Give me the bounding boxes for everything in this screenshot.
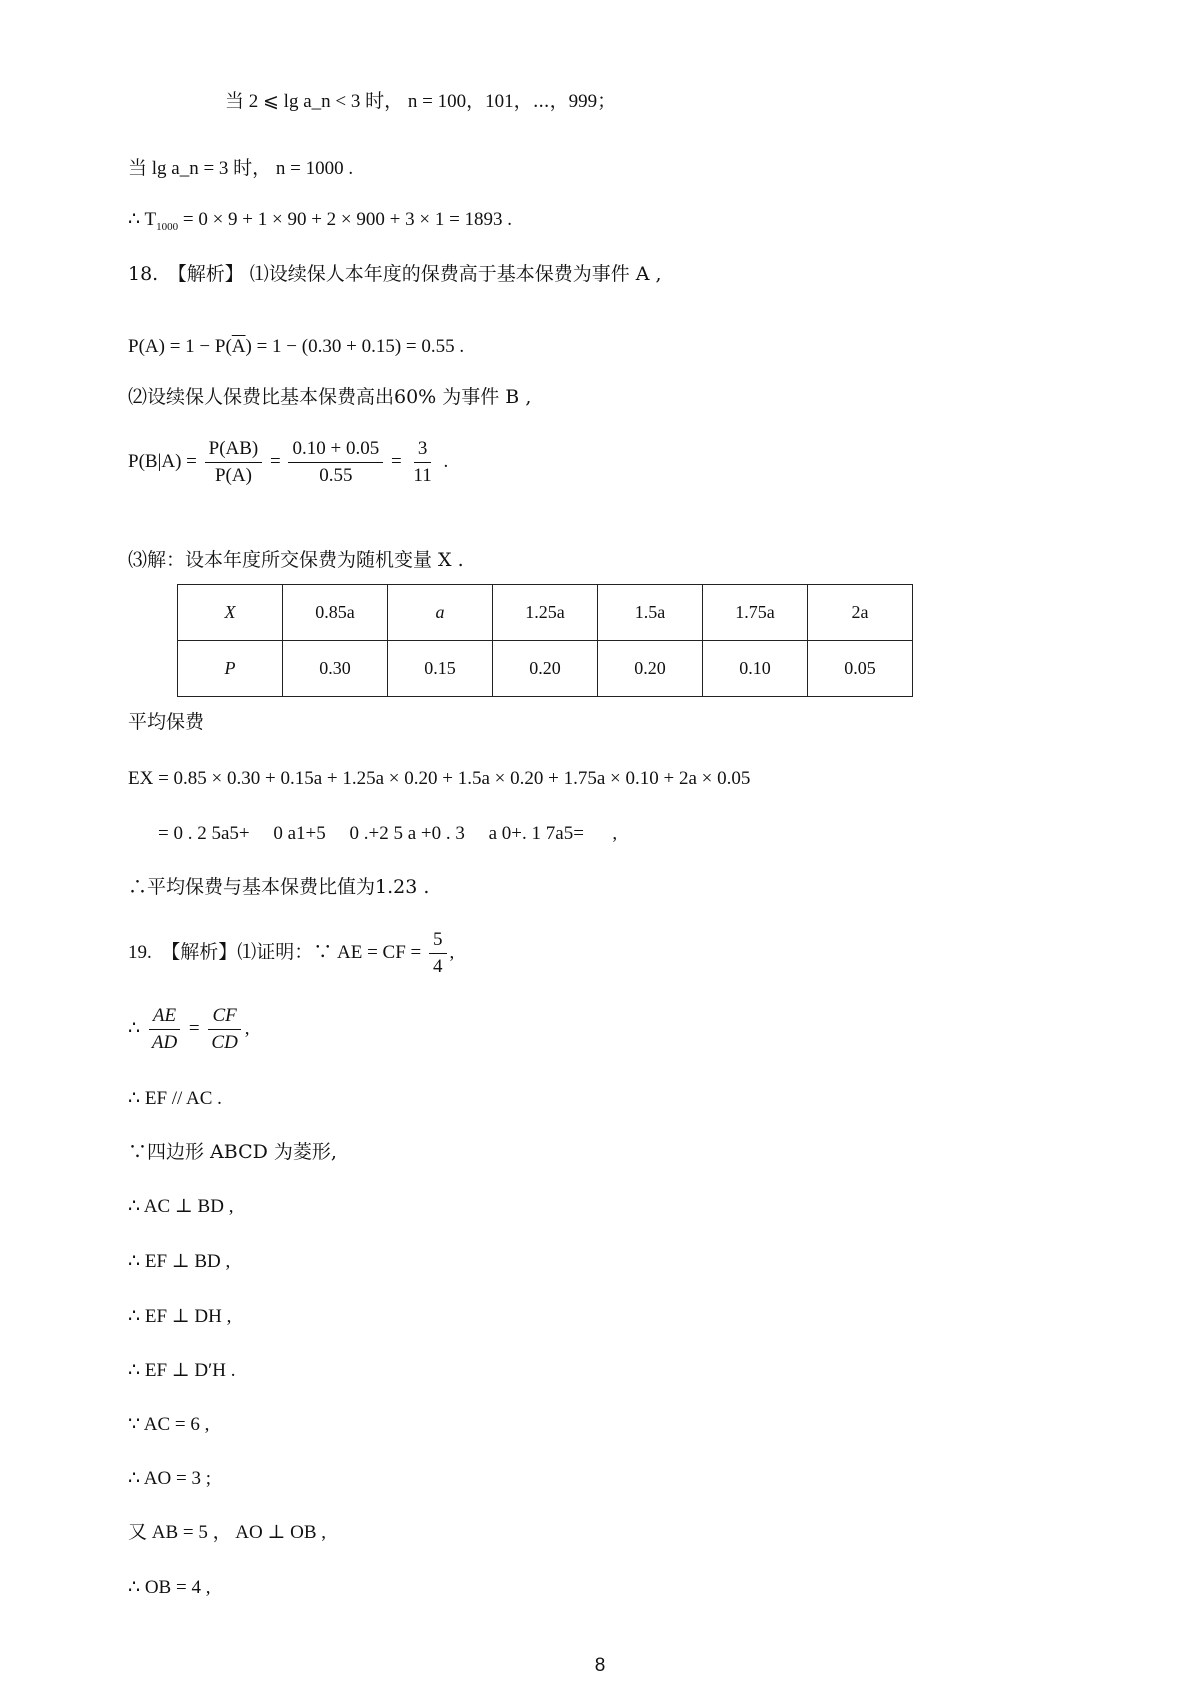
- cond-prob-lhs: P(B|A) =: [128, 451, 197, 472]
- text-line-AO-equals-3: ∴ AO = 3 ;: [128, 1468, 211, 1489]
- table-cell: 0.10: [703, 641, 808, 697]
- fraction-PAB-over-PA: [205, 437, 263, 488]
- table-cell: 0.85a: [283, 585, 388, 641]
- text-line-EX: EX = 0.85 × 0.30 + 0.15a + 1.25a × 0.20 + 1.5a × 0.20 + 1.75a × 0.10 + 2a × 0.05: [128, 768, 751, 789]
- fraction-numerator: AE: [149, 1004, 180, 1030]
- fraction-denominator: P(A): [214, 465, 252, 487]
- text-line-ratio: ∴平均保费与基本保费比值为1.23 .: [128, 876, 430, 898]
- fraction-numerator: P(AB): [205, 437, 263, 463]
- text-line-ratio-AE-AD: [128, 1003, 250, 1055]
- text-line-AB-equals-5: 又 AB = 5 ， AO ⊥ OB ,: [128, 1522, 327, 1543]
- distribution-table: [177, 584, 913, 697]
- table-cell: 1.75a: [703, 585, 808, 641]
- text-line-AC-perp-BD: ∴ AC ⊥ BD ,: [128, 1196, 234, 1217]
- T1000-rest: = 0 × 9 + 1 × 90 + 2 × 900 + 3 × 1 = 1893 .: [178, 209, 513, 230]
- text-line-lg-range: 当 2 ⩽ lg a_n < 3 时， n = 100，101，⋯，999；: [225, 91, 617, 112]
- fraction-numerator: 5: [429, 928, 447, 954]
- fraction-5-over-4: [429, 928, 447, 979]
- table-cell: 0.30: [283, 641, 388, 697]
- table-cell: 1.5a: [598, 585, 703, 641]
- text-line-AC-equals-6: ∵ AC = 6 ,: [128, 1414, 210, 1435]
- ratio-end: ,: [244, 1018, 250, 1039]
- fraction-denominator: 0.55: [319, 465, 353, 487]
- problem-18-heading: 18. 【解析】 ⑴设续保人本年度的保费高于基本保费为事件 A ,: [128, 263, 662, 285]
- fraction-numerator: 0.10 + 0.05: [288, 437, 383, 463]
- PA-part2: ) = 1 − (0.30 + 0.15) = 0.55 .: [245, 336, 465, 357]
- text-line-event-B: ⑵设续保人保费比基本保费高出60% 为事件 B ,: [128, 386, 532, 408]
- table-cell: 0.05: [808, 641, 913, 697]
- text-line-lg-equals-3: 当 lg a_n = 3 时， n = 1000 .: [128, 158, 354, 179]
- text-line-rhombus: ∵四边形 ABCD 为菱形,: [128, 1141, 337, 1163]
- problem-19-end: ,: [449, 942, 455, 963]
- text-line-conditional-prob: P(B|A) = $\frac{P(AB)}{P(A)}$ = $\frac{0.10 + 0.05}{0.55}$ = $\frac{3}{11}$ .: [128, 438, 449, 487]
- table-cell: P: [178, 641, 283, 697]
- fraction-sum-over-055: [288, 437, 383, 488]
- table-cell: 0.15: [388, 641, 493, 697]
- fraction-numerator: 3: [414, 437, 432, 463]
- table-cell: a: [388, 585, 493, 641]
- PA-part1: P(A) = 1 − P(: [128, 336, 232, 357]
- PA-complement-A: $\overline{A}$: [231, 336, 246, 357]
- cond-prob-end: .: [443, 451, 449, 472]
- page-number: 8: [594, 1655, 606, 1676]
- text-line-OB-equals-4: ∴ OB = 4 ,: [128, 1577, 211, 1598]
- fraction-3-over-11: [409, 437, 435, 488]
- fraction-denominator: 11: [413, 465, 432, 487]
- fraction-denominator: AD: [151, 1032, 178, 1054]
- text-line-EF-perp-BD: ∴ EF ⊥ BD ,: [128, 1251, 231, 1272]
- problem-19-heading: [128, 928, 454, 979]
- table-cell: 2a: [808, 585, 913, 641]
- text-line-EF-perp-DH: ∴ EF ⊥ DH ,: [128, 1306, 232, 1327]
- text-line-random-variable-X: ⑶解：设本年度所交保费为随机变量 X .: [128, 549, 464, 571]
- fraction-denominator: CD: [211, 1032, 238, 1054]
- table-row-P: [178, 641, 913, 697]
- fraction-CF-over-CD: [207, 1004, 241, 1055]
- problem-19-text: 19. 【解析】⑴证明：∵ AE = CF =: [128, 942, 422, 963]
- T1000-subscript: 1000: [156, 220, 179, 233]
- fraction-numerator: CF: [208, 1004, 240, 1030]
- table-cell: 0.20: [493, 641, 598, 697]
- text-line-EF-perp-DprimeH: ∴ EF ⊥ D′H .: [128, 1360, 236, 1381]
- fraction-AE-over-AD: [148, 1004, 181, 1055]
- table-cell: 1.25a: [493, 585, 598, 641]
- therefore-symbol: ∴: [128, 1018, 141, 1039]
- table-row-X: [178, 585, 913, 641]
- text-line-average-premium: 平均保费: [128, 711, 205, 733]
- fraction-denominator: 4: [433, 956, 443, 978]
- equals-sign: =: [188, 1018, 200, 1039]
- table-cell: X: [178, 585, 283, 641]
- table-cell: 0.20: [598, 641, 703, 697]
- text-line-PA: [128, 333, 464, 361]
- T1000-prefix: ∴ T: [128, 209, 157, 230]
- text-line-T1000: [128, 206, 512, 241]
- text-line-EF-parallel-AC: ∴ EF // AC .: [128, 1088, 222, 1109]
- text-line-EX-result: = 0 . 2 5a5+ 0 a1+5 0 .+2 5 a +0 . 3 a 0+. 1 7a5= ,: [158, 823, 618, 844]
